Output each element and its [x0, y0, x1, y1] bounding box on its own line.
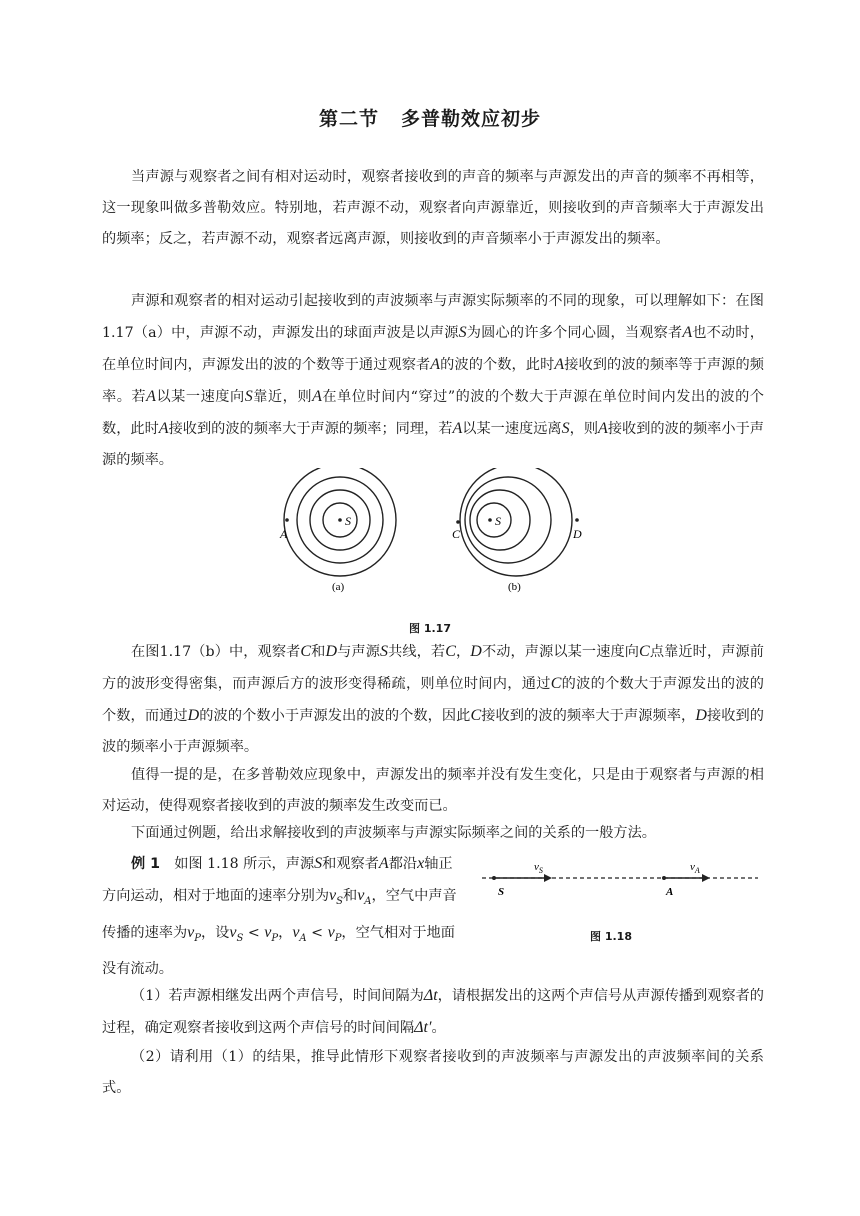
observer-c-dot	[456, 520, 460, 524]
label-s-a: S	[345, 514, 351, 528]
paragraph-note: 值得一提的是，在多普勒效应现象中，声源发出的频率并没有发生变化，只是由于观察者与声源的相对运动，使得观察者接收到的声波的频率发生改变而已。	[102, 767, 764, 814]
figure-1-17-caption: 图 1.17	[409, 622, 451, 635]
label-d: D	[573, 527, 582, 541]
label-c: C	[452, 527, 461, 541]
example-label: 例 1	[131, 856, 160, 872]
paragraph-method: 下面通过例题，给出求解接收到的声波频率与声源实际频率之间的关系的一般方法。	[131, 825, 656, 841]
observer-a-dot	[285, 518, 289, 522]
section-number: 第二节	[318, 108, 379, 130]
section-name: 多普勒效应初步	[401, 108, 542, 130]
label-a: A	[666, 886, 674, 898]
label-s: S	[498, 886, 505, 898]
section-title	[0, 104, 860, 131]
diagram-a-circles	[284, 468, 396, 576]
question-1: （1）若声源相继发出两个声信号，时间间隔为Δt，请根据发出的这两个声信号从声源传播到观察者的过程，确定观察者接收到这两个声信号的时间间隔Δt′。	[102, 987, 764, 1036]
vs-arrow-head	[544, 874, 552, 882]
label-a: A	[280, 527, 288, 541]
paragraph-explanation: 声源和观察者的相对运动引起接收到的声波频率与声源实际频率的不同的现象，可以理解如下：在图 1.17（a）中，声源不动，声源发出的球面声波是以声源S为圆心的许多个同心圆，当观察者A也不动时，在单位时间内，声源发出的波的个数等于通过观察者A的波的个数，此时A接收到的波的频率等于声源的频率。若A以某一速度向S靠近，则A在单位时间内“穿过”的波的个数大于声源在单位时间内发出的波的个数，此时A接收到的波的频率大于声源的频率；同理，若A以某一速度远离S，则A接收到的波的频率小于声源的频率。	[102, 293, 764, 468]
diagram-b-circles	[460, 468, 572, 576]
figure-1-17	[276, 468, 596, 608]
paragraph-figure-b: 在图1.17（b）中，观察者C和D与声源S共线，若C，D不动，声源以某一速度向C点靠近时，声源前方的波形变得密集，而声源后方的波形变得稀疏，则单位时间内，通过C的波的个数大于声源发出的波的个数，而通过D的波的个数小于声源发出的波的个数，因此C接收到的波的频率大于声源频率，D接收到的波的频率小于声源频率。	[102, 643, 764, 755]
figure-1-18-caption: 图 1.18	[590, 930, 632, 943]
example-1: 例 1 如图 1.18 所示，声源S和观察者A都沿x轴正方向运动，相对于地面的速率分别为$v_S$和$v_A$，空气中声音传播的速率为$v_P$，设$v_S < v_P$，$v_A < v_P$，空气相对于地面没有流动。	[102, 855, 457, 977]
label-diagram-b: (b)	[508, 581, 521, 593]
observer-d-dot	[575, 518, 579, 522]
paragraph-intro: 当声源与观察者之间有相对运动时，观察者接收到的声音的频率与声源发出的声音的频率不再相等，这一现象叫做多普勒效应。特别地，若声源不动，观察者向声源靠近，则接收到的声音频率大于声源发出的频率；反之，若声源不动，观察者远离声源，则接收到的声音频率小于声源发出的频率。	[102, 169, 764, 247]
label-va: $v_A$	[690, 861, 700, 875]
question-2: （2）请利用（1）的结果，推导此情形下观察者接收到的声波频率与声源发出的声波频率间的关系式。	[102, 1049, 764, 1096]
label-vs: $v_S$	[534, 861, 543, 875]
label-s-b: S	[495, 514, 501, 528]
source-s-dot-a	[338, 518, 342, 522]
va-arrow-head	[702, 874, 710, 882]
figure-1-18	[482, 856, 762, 906]
label-diagram-a: (a)	[332, 581, 345, 593]
source-s-dot-b	[488, 518, 492, 522]
observer-a-dot	[662, 876, 666, 880]
source-s-dot	[492, 876, 496, 880]
